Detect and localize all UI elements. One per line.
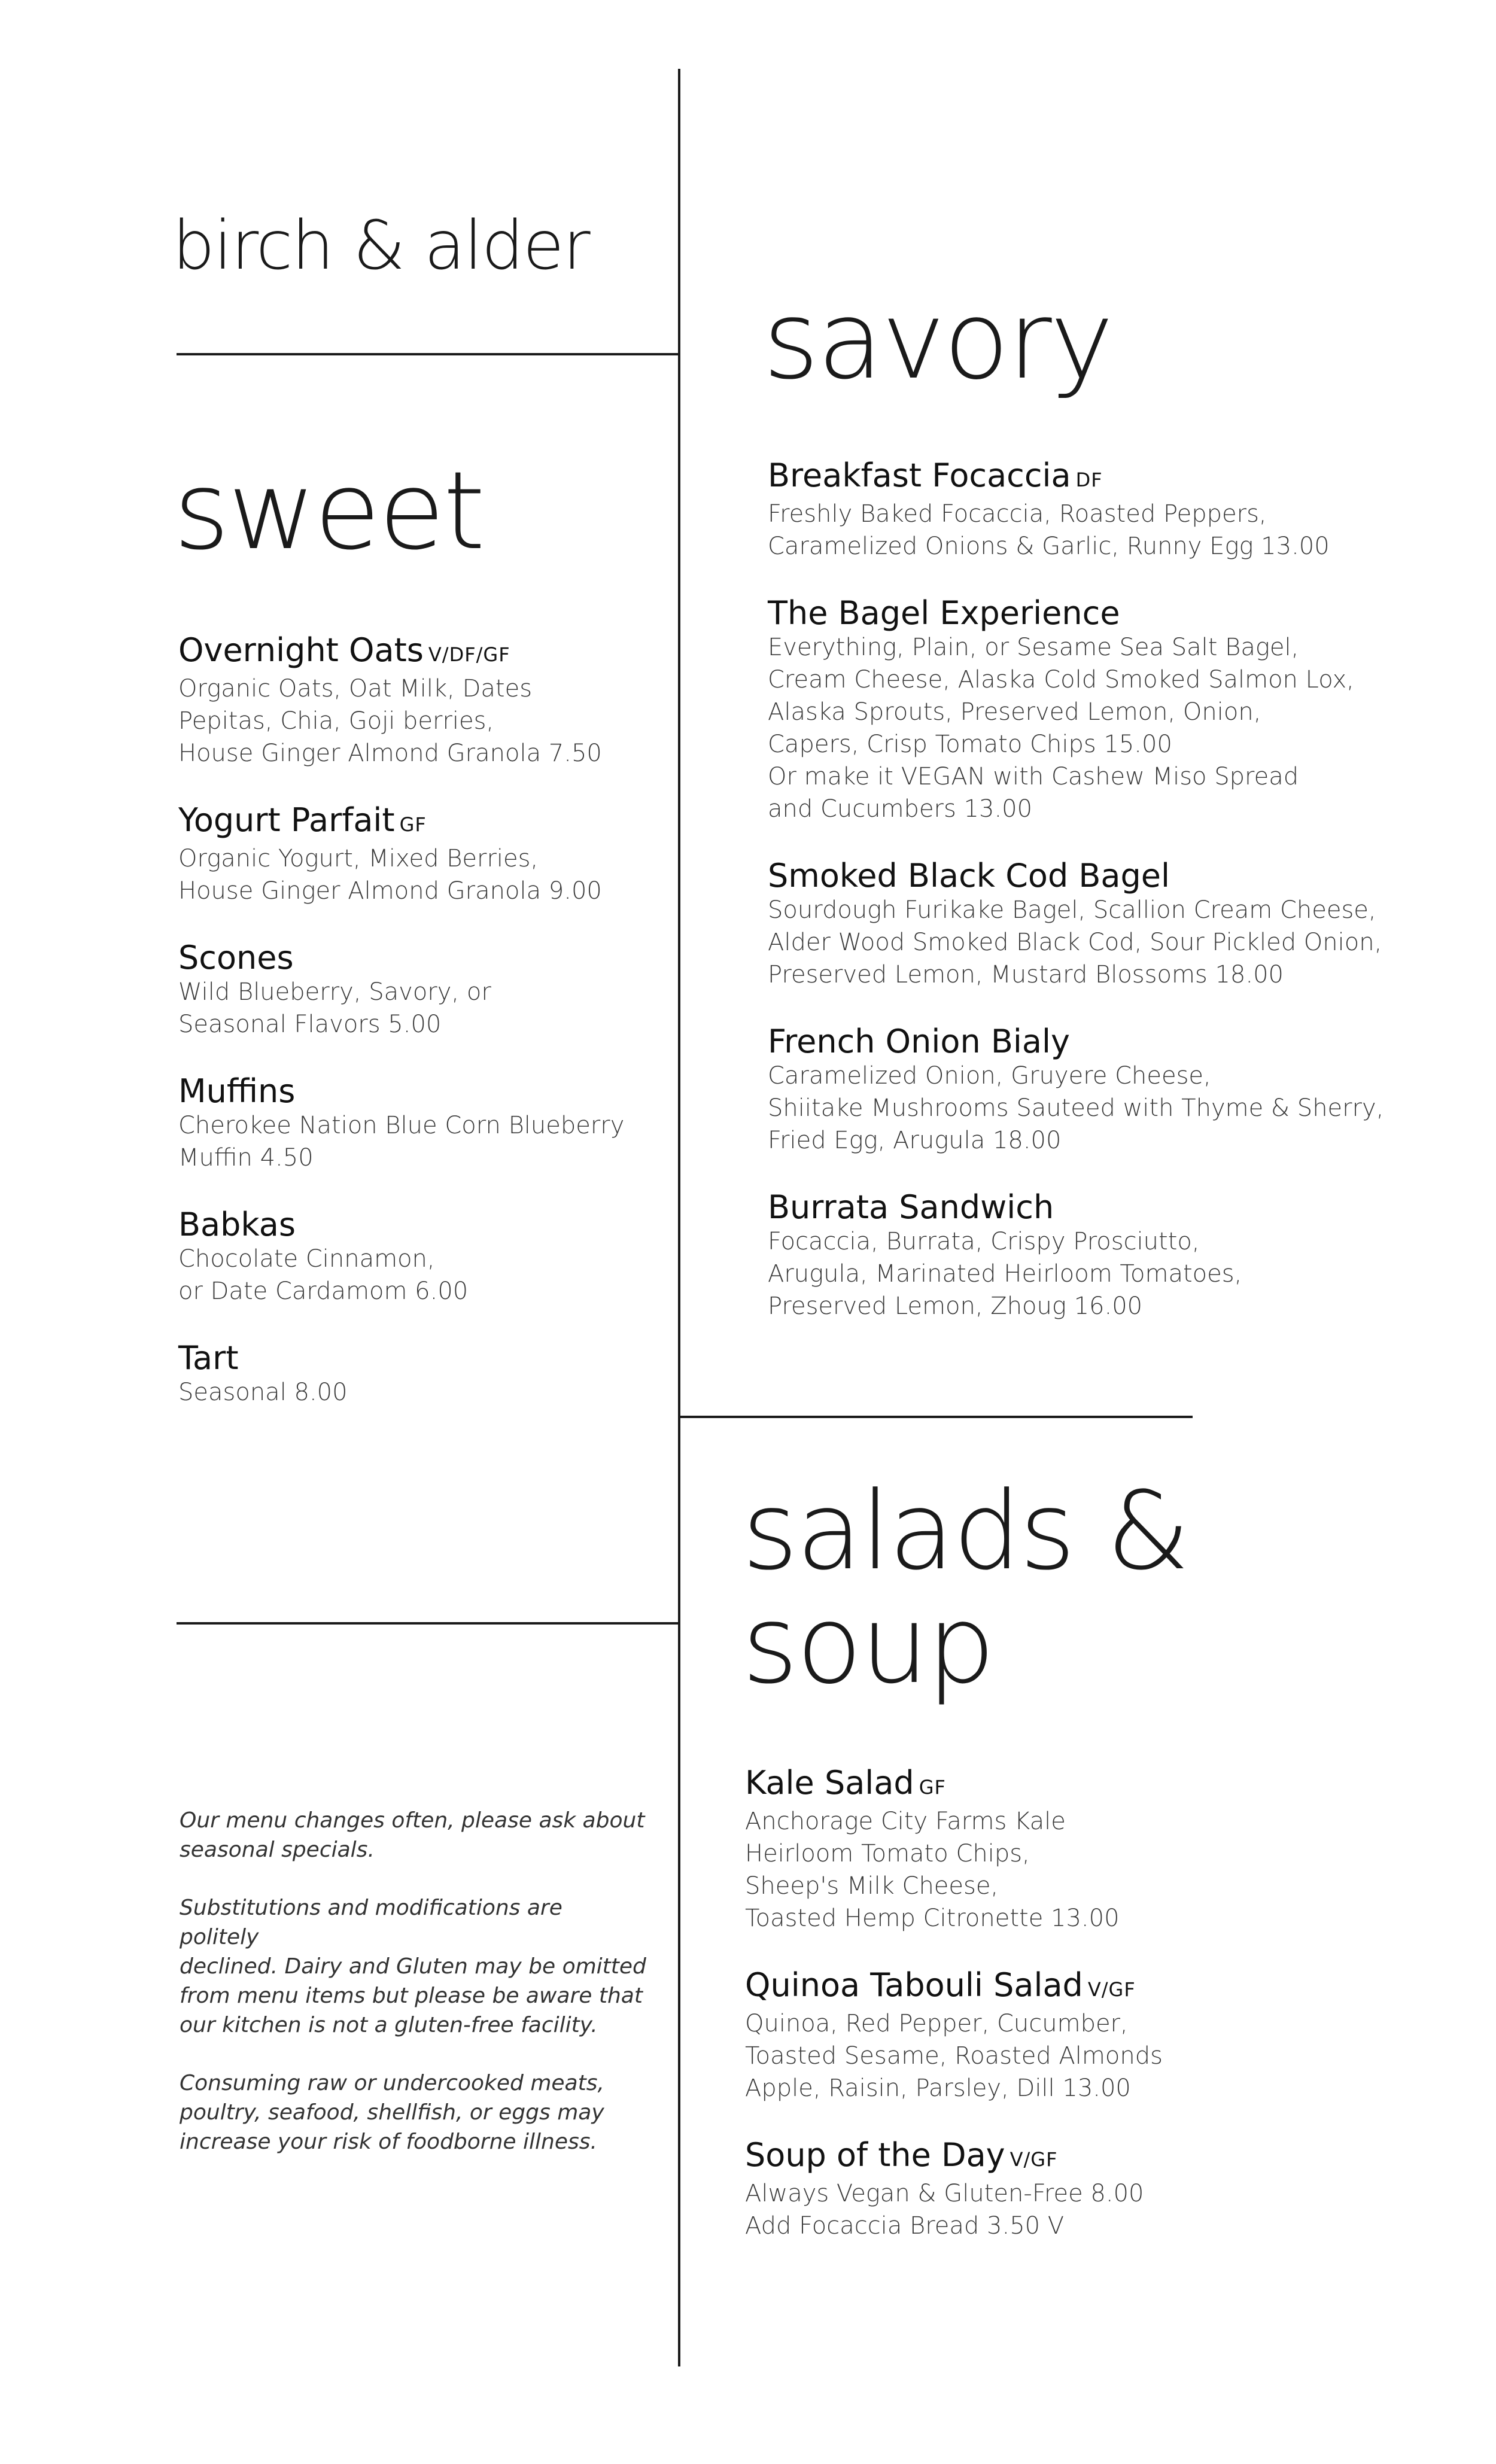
sweet-items	[178, 632, 669, 1441]
menu-item-name	[745, 2137, 1433, 2177]
menu-item-title: Muffins	[178, 1072, 296, 1110]
menu-note: Our menu changes often, please ask about seasonal specials.	[180, 1808, 645, 1862]
brand-name: birch & alder	[172, 207, 589, 285]
section-title-salads-soup: salads & soup	[742, 1469, 1189, 1708]
menu-item-name	[745, 1765, 1433, 1805]
menu-item-title: Breakfast Focaccia	[768, 457, 1071, 494]
dietary-tag: DF	[1075, 469, 1103, 491]
menu-item-description: Focaccia, Burrata, Crispy Prosciutto, Arugula, Marinated Heirloom Tomatoes, Preserved Lemon, Zhoug 16.00	[768, 1228, 1242, 1320]
menu-item-description: Quinoa, Red Pepper, Cucumber, Toasted Sesame, Roasted Almonds Apple, Raisin, Parsley, Dill 13.00	[745, 2010, 1163, 2102]
sweet-notes-divider	[177, 1622, 679, 1625]
menu-item-name	[178, 632, 669, 673]
menu-item-description: Anchorage City Farms Kale Heirloom Tomato Chips, Sheep's Milk Cheese, Toasted Hemp Citronette 13.00	[745, 1808, 1120, 1932]
menu-item-title: Soup of the Day	[745, 2136, 1005, 2174]
menu-item	[178, 940, 669, 1041]
menu-item-name	[745, 1967, 1433, 2007]
section-title-sweet: sweet	[174, 449, 484, 574]
menu-item-title: Kale Salad	[745, 1764, 914, 1802]
menu-item-title: French Onion Bialy	[768, 1023, 1070, 1060]
menu-item-description: Caramelized Onion, Gruyere Cheese, Shiitake Mushrooms Sauteed with Thyme & Sherry, Fried Egg, Arugula 18.00	[768, 1062, 1384, 1154]
menu-item	[178, 1073, 669, 1174]
menu-item-title: Tart	[178, 1339, 239, 1377]
menu-item-title: The Bagel Experience	[768, 594, 1120, 632]
menu-item-title: Burrata Sandwich	[768, 1188, 1054, 1226]
menu-item-title: Yogurt Parfait	[178, 801, 395, 839]
salads-items	[745, 1765, 1433, 2275]
menu-item-name	[768, 858, 1456, 894]
menu-item	[768, 1190, 1456, 1322]
menu-item	[178, 802, 669, 907]
menu-item	[768, 595, 1456, 825]
menu-item	[745, 2137, 1433, 2242]
menu-item	[745, 1967, 1433, 2104]
menu-item-description: Wild Blueberry, Savory, or Seasonal Flavors 5.00	[178, 978, 491, 1038]
menu-item-title: Overnight Oats	[178, 631, 424, 669]
menu-item	[178, 1340, 669, 1409]
menu-item-description: Freshly Baked Focaccia, Roasted Peppers, Caramelized Onions & Garlic, Runny Egg 13.00	[768, 500, 1330, 560]
menu-item-description: Organic Oats, Oat Milk, Dates Pepitas, Chia, Goji berries, House Ginger Almond Granola 7.50	[178, 675, 602, 767]
menu-item	[768, 858, 1456, 991]
menu-item-description: Seasonal 8.00	[178, 1379, 348, 1406]
menu-item	[768, 1024, 1456, 1157]
brand-divider	[177, 353, 679, 355]
dietary-tag: GF	[919, 1776, 946, 1799]
menu-item-name	[178, 1207, 669, 1243]
menu-item	[768, 458, 1456, 562]
menu-item-title: Babkas	[178, 1206, 296, 1243]
menu-item-title: Scones	[178, 939, 294, 977]
menu-item-description: Chocolate Cinnamon, or Date Cardamom 6.00	[178, 1245, 469, 1305]
menu-notes	[180, 1806, 646, 2185]
savory-items	[768, 458, 1456, 1355]
menu-item-name	[178, 1340, 669, 1376]
menu-item-name	[768, 595, 1456, 631]
center-divider	[678, 69, 680, 2366]
dietary-tag: V/DF/GF	[428, 643, 510, 666]
menu-item-name	[768, 1024, 1456, 1060]
menu-item-name	[768, 1190, 1456, 1225]
menu-item	[178, 632, 669, 769]
dietary-tag: V/GF	[1010, 2148, 1058, 2171]
dietary-tag: GF	[399, 813, 427, 836]
menu-item-description: Always Vegan & Gluten-Free 8.00 Add Focaccia Bread 3.50 V	[745, 2180, 1144, 2240]
menu-item-name	[178, 940, 669, 976]
menu-item-name	[178, 1073, 669, 1109]
menu-item-description: Organic Yogurt, Mixed Berries, House Ginger Almond Granola 9.00	[178, 845, 602, 905]
menu-item-name	[768, 458, 1456, 498]
section-title-savory: savory	[763, 278, 1112, 403]
menu-item-description: Everything, Plain, or Sesame Sea Salt Bagel, Cream Cheese, Alaska Cold Smoked Salmon Lox, Alaska Sprouts, Preserved Lemon, Onion, Capers, Crisp Tomato Chips 15.00 Or make it VEGAN with Cashew Miso Spread and Cucumbers 13.00	[768, 634, 1354, 823]
menu-item-title: Smoked Black Cod Bagel	[768, 857, 1170, 895]
menu-item-name	[178, 802, 669, 842]
menu-item-description: Sourdough Furikake Bagel, Scallion Cream Cheese, Alder Wood Smoked Black Cod, Sour Pickled Onion, Preserved Lemon, Mustard Blossoms 18.00	[768, 896, 1382, 988]
dietary-tag: V/GF	[1087, 1978, 1136, 2001]
menu-item-description: Cherokee Nation Blue Corn Blueberry Muffin 4.50	[178, 1112, 625, 1172]
menu-item	[745, 1765, 1433, 1934]
menu-note: Consuming raw or undercooked meats, poultry, seafood, shellfish, or eggs may increase your risk of foodborne illness.	[180, 2071, 604, 2154]
savory-salads-divider	[679, 1416, 1193, 1418]
menu-item	[178, 1207, 669, 1307]
menu-item-title: Quinoa Tabouli Salad	[745, 1966, 1083, 2004]
menu-note: Substitutions and modifications are politely declined. Dairy and Gluten may be omitted from menu items but please be aware that our kitchen is not a gluten-free facility.	[180, 1896, 646, 2037]
